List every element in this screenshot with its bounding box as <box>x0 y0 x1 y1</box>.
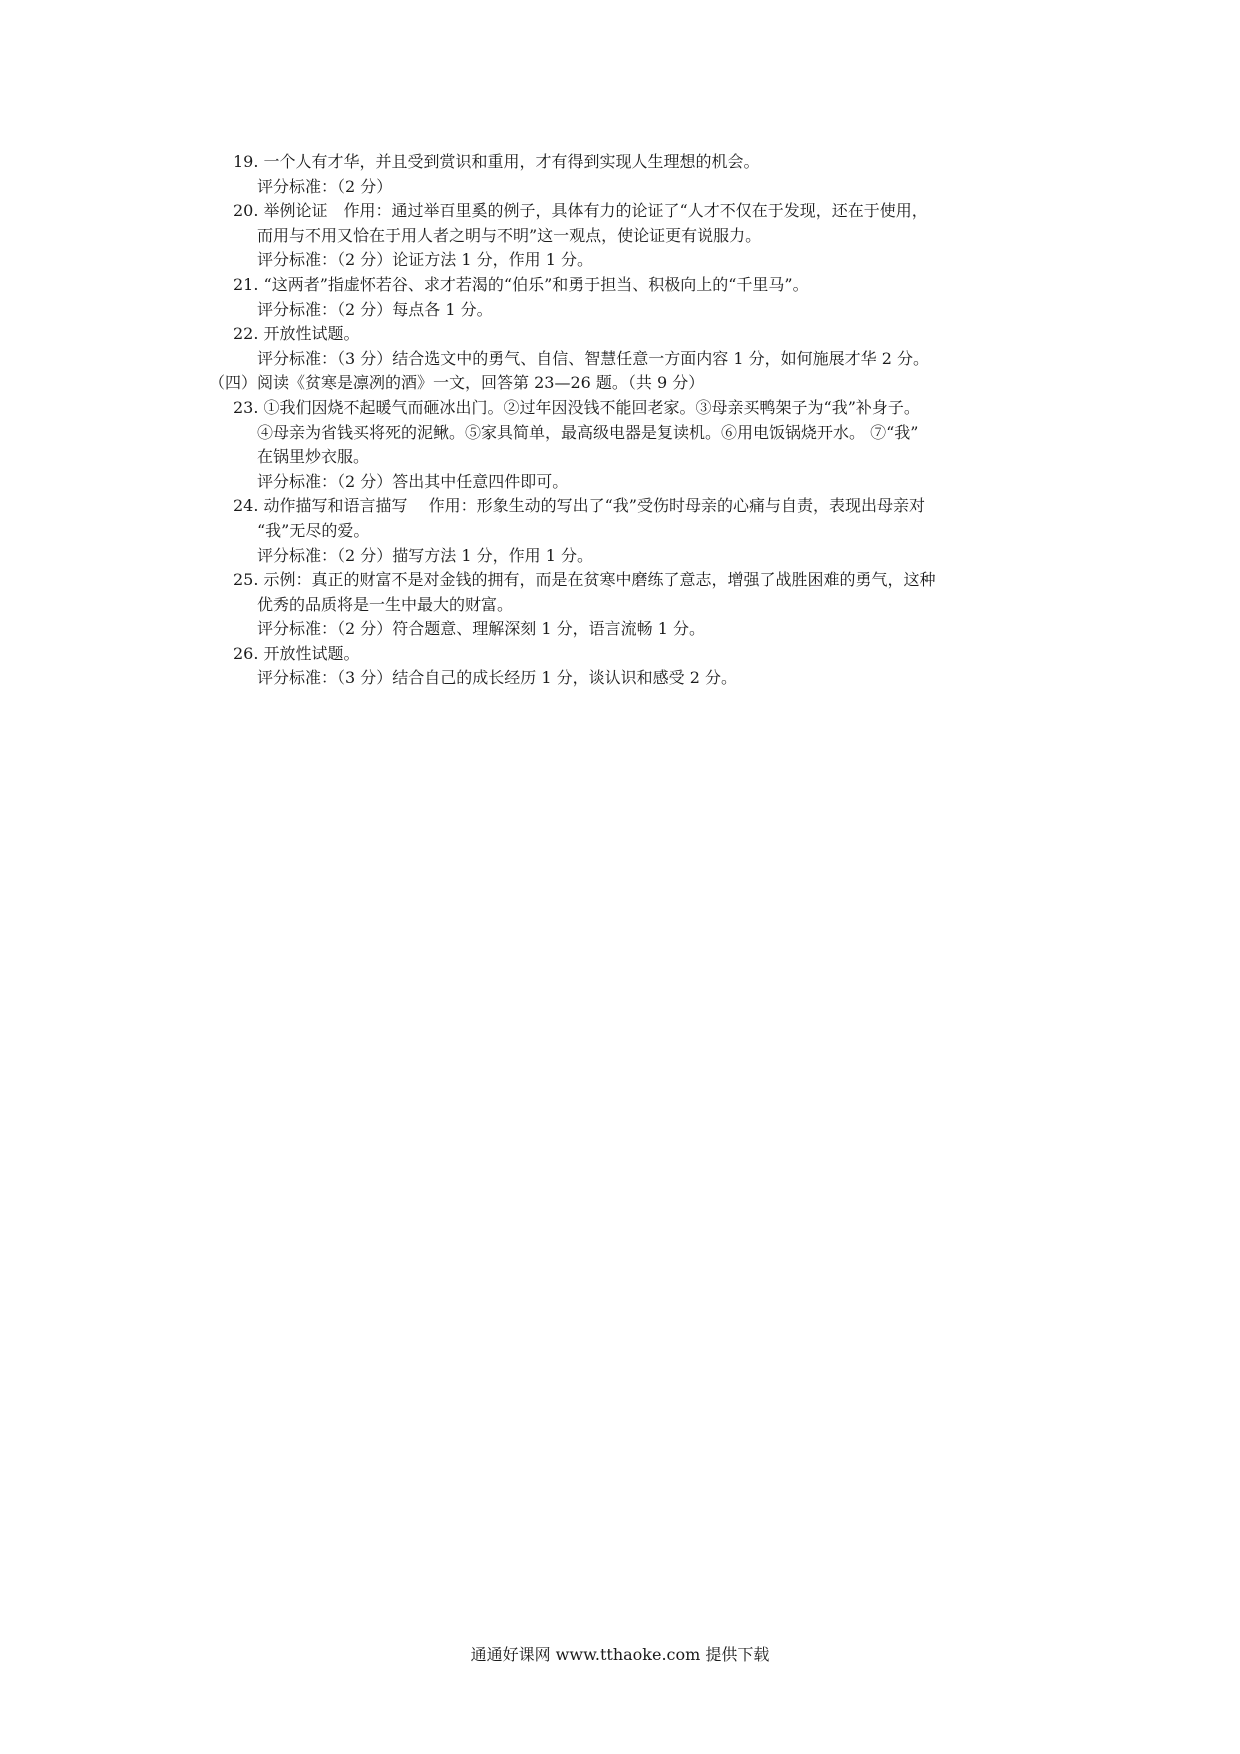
answer-key-content <box>209 150 1063 691</box>
answer-21: 21. “这两者”指虚怀若谷、求才若渴的“伯乐”和勇于担当、积极向上的“千里马”。 <box>233 274 809 294</box>
answer-19: 19. 一个人有才华，并且受到赏识和重用，才有得到实现人生理想的机会。 <box>233 152 760 171</box>
scoring-criteria-19: 评分标准：（2 分） <box>257 176 393 196</box>
scoring-criteria-23: 评分标准：（2 分）答出其中任意四件即可。 <box>257 471 569 491</box>
scoring-criteria-24: 评分标准：（2 分）描写方法 1 分，作用 1 分。 <box>257 545 593 565</box>
answer-24: 24. 动作描写和语言描写 作用：形象生动的写出了“我”受伤时母亲的心痛与自责，表现出母亲对 <box>233 496 925 516</box>
scoring-criteria-20: 评分标准：（2 分）论证方法 1 分，作用 1 分。 <box>257 250 593 270</box>
answer-26: 26. 开放性试题。 <box>233 643 360 663</box>
scoring-criteria-26: 评分标准：（3 分）结合自己的成长经历 1 分，谈认识和感受 2 分。 <box>257 668 737 688</box>
scoring-criteria-25: 评分标准：（2 分）符合题意、理解深刻 1 分，语言流畅 1 分。 <box>257 619 705 639</box>
section-heading-4: （四）阅读《贫寒是凛冽的酒》一文，回答第 23—26 题。（共 9 分） <box>209 373 705 393</box>
answer-25-continued: 优秀的品质将是一生中最大的财富。 <box>257 594 514 614</box>
answer-20: 20. 举例论证 作用：通过举百里奚的例子，具体有力的论证了“人才不仅在于发现，还在于使用， <box>233 201 928 221</box>
answer-23: 23. ①我们因烧不起暖气而砸冰出门。②过年因没钱不能回老家。③母亲买鸭架子为“我”补身子。 <box>233 397 920 417</box>
page-footer: 通通好课网 www.tthaoke.com 提供下载 <box>470 1645 770 1664</box>
answer-24-continued: “我”无尽的爱。 <box>257 520 370 540</box>
answer-20-continued: 而用与不用又恰在于用人者之明与不明”这一观点，使论证更有说服力。 <box>257 225 762 245</box>
answer-23-continued-2: 在锅里炒衣服。 <box>257 447 370 467</box>
answer-22: 22. 开放性试题。 <box>233 324 360 344</box>
answer-23-continued-1: ④母亲为省钱买将死的泥鳅。⑤家具简单，最高级电器是复读机。⑥用电饭锅烧开水。 ⑦“我” <box>257 422 919 442</box>
scoring-criteria-21: 评分标准：（2 分）每点各 1 分。 <box>257 299 493 319</box>
answer-25: 25. 示例：真正的财富不是对金钱的拥有，而是在贫寒中磨练了意志，增强了战胜困难的勇气，这种 <box>233 570 936 590</box>
scoring-criteria-22: 评分标准：（3 分）结合选文中的勇气、自信、智慧任意一方面内容 1 分，如何施展才华 2 分。 <box>257 348 929 368</box>
